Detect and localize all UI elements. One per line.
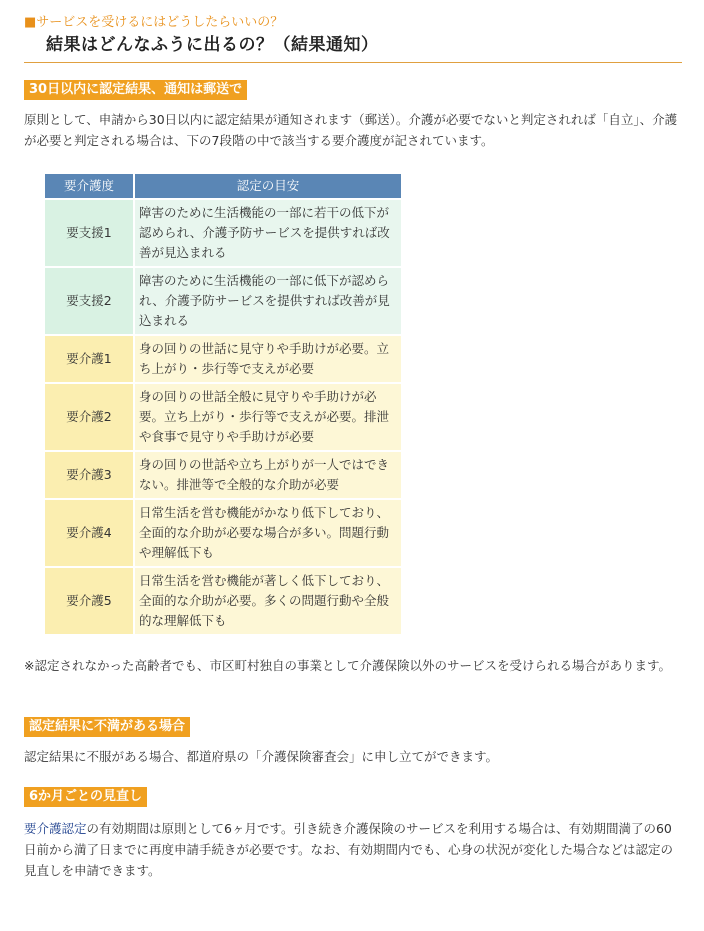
note-text: ※認定されなかった高齢者でも、市区町村独自の事業として介護保険以外のサービスを受けられる場合があります。 xyxy=(24,658,671,673)
level-cell: 要介護2 xyxy=(45,384,133,450)
page-title: 結果はどんなふうに出るの？（結果通知） xyxy=(46,35,379,55)
table-header-criteria: 認定の目安 xyxy=(135,174,401,198)
level-cell: 要支援2 xyxy=(45,268,133,334)
section-tag-objection: 認定結果に不満がある場合 xyxy=(24,717,190,737)
criteria-cell: 障害のために生活機能の一部に低下が認められ、介護予防サービスを提供すれば改善が見込まれる xyxy=(135,268,401,334)
table-row xyxy=(45,568,401,634)
section-tag-review: 6か月ごとの見直し xyxy=(24,787,147,807)
breadcrumb: ■サービスを受けるにはどうしたらいいの？ xyxy=(24,15,284,30)
criteria-cell: 日常生活を営む機能が著しく低下しており、全面的な介助が必要。多くの問題行動や全般的な理解低下も xyxy=(135,568,401,634)
table-row xyxy=(45,384,401,450)
criteria-cell: 障害のために生活機能の一部に若干の低下が認められ、介護予防サービスを提供すれば改善が見込まれる xyxy=(135,200,401,266)
level-cell: 要介護4 xyxy=(45,500,133,566)
level-cell: 要支援1 xyxy=(45,200,133,266)
table-row xyxy=(45,336,401,382)
section-text-review xyxy=(24,818,684,881)
level-cell: 要介護1 xyxy=(45,336,133,382)
criteria-cell: 身の回りの世話全般に見守りや手助けが必要。立ち上がり・歩行等で支えが必要。排泄や食事で見守りや手助けが必要 xyxy=(135,384,401,450)
care-level-table xyxy=(43,172,403,636)
table-row xyxy=(45,452,401,498)
level-cell: 要介護5 xyxy=(45,568,133,634)
table-header-level: 要介護度 xyxy=(45,174,133,198)
title-divider xyxy=(24,62,682,63)
criteria-cell: 身の回りの世話や立ち上がりが一人ではできない。排泄等で全般的な介助が必要 xyxy=(135,452,401,498)
section-text-review-body: の有効期間は原則として6ヶ月です。引き続き介護保険のサービスを利用する場合は、有効期間満了の60日前から満了日までに再度申請手続きが必要です。なお、有効期間内でも、心身の状況が変化した場合などは認定の見直しを申請できます。 xyxy=(24,821,674,878)
criteria-cell: 身の回りの世話に見守りや手助けが必要。立ち上がり・歩行等で支えが必要 xyxy=(135,336,401,382)
table-row xyxy=(45,200,401,266)
criteria-cell: 日常生活を営む機能がかなり低下しており、全面的な介助が必要な場合が多い。問題行動や理解低下も xyxy=(135,500,401,566)
level-cell: 要介護3 xyxy=(45,452,133,498)
care-certification-link[interactable]: 要介護認定 xyxy=(24,821,87,836)
table-row xyxy=(45,500,401,566)
table-row xyxy=(45,268,401,334)
section-tag-notification: 30日以内に認定結果、通知は郵送で xyxy=(24,80,247,100)
section-text-objection: 認定結果に不服がある場合、都道府県の「介護保険審査会」に申し立てができます。 xyxy=(24,749,499,764)
section-text-notification: 原則として、申請から30日以内に認定結果が通知されます（郵送）。介護が必要でないと判定されれば「自立」、介護が必要と判定される場合は、下の7段階の中で該当する要介護度が記されています。 xyxy=(24,112,678,148)
